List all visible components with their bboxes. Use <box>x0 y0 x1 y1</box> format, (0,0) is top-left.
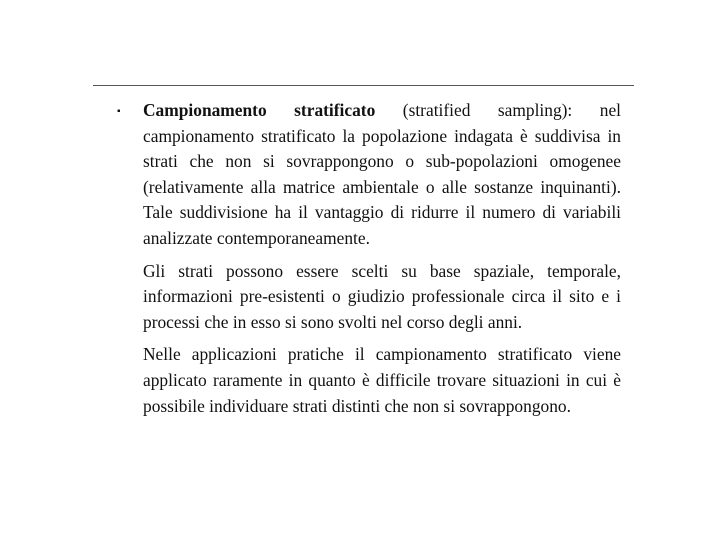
bullet-item-content <box>143 98 621 426</box>
paragraph-practical-applications: Nelle applicazioni pratiche il campionamento stratificato viene applicato raramente in quanto è difficile trovare situazioni in cui è possibile individuare strati distinti che non si sovrappongono. <box>143 344 621 416</box>
definition-text: (stratified sampling): nel campionamento stratificato la popolazione indagata è suddivisa in strati che non si sovrappongono o sub-popolazioni omogenee (relativamente alla matrice ambientale o alle sostanze inquinanti). Tale suddivisione ha il vantaggio di ridurre il numero di variabili analizzate contemporaneamente. <box>143 100 622 248</box>
square-bullet-icon: ▪ <box>117 106 121 117</box>
bullet-item <box>115 98 621 426</box>
top-rule <box>93 85 634 86</box>
paragraph-strata-basis: Gli strati possono essere scelti su base spaziale, temporale, informazioni pre-esistenti o giudizio professionale circa il sito e i processi che in esso si sono svolti nel corso degli anni. <box>143 260 621 332</box>
document-body <box>115 98 621 426</box>
paragraph-definition <box>143 98 621 252</box>
term-heading: Campionamento stratificato <box>143 100 376 120</box>
